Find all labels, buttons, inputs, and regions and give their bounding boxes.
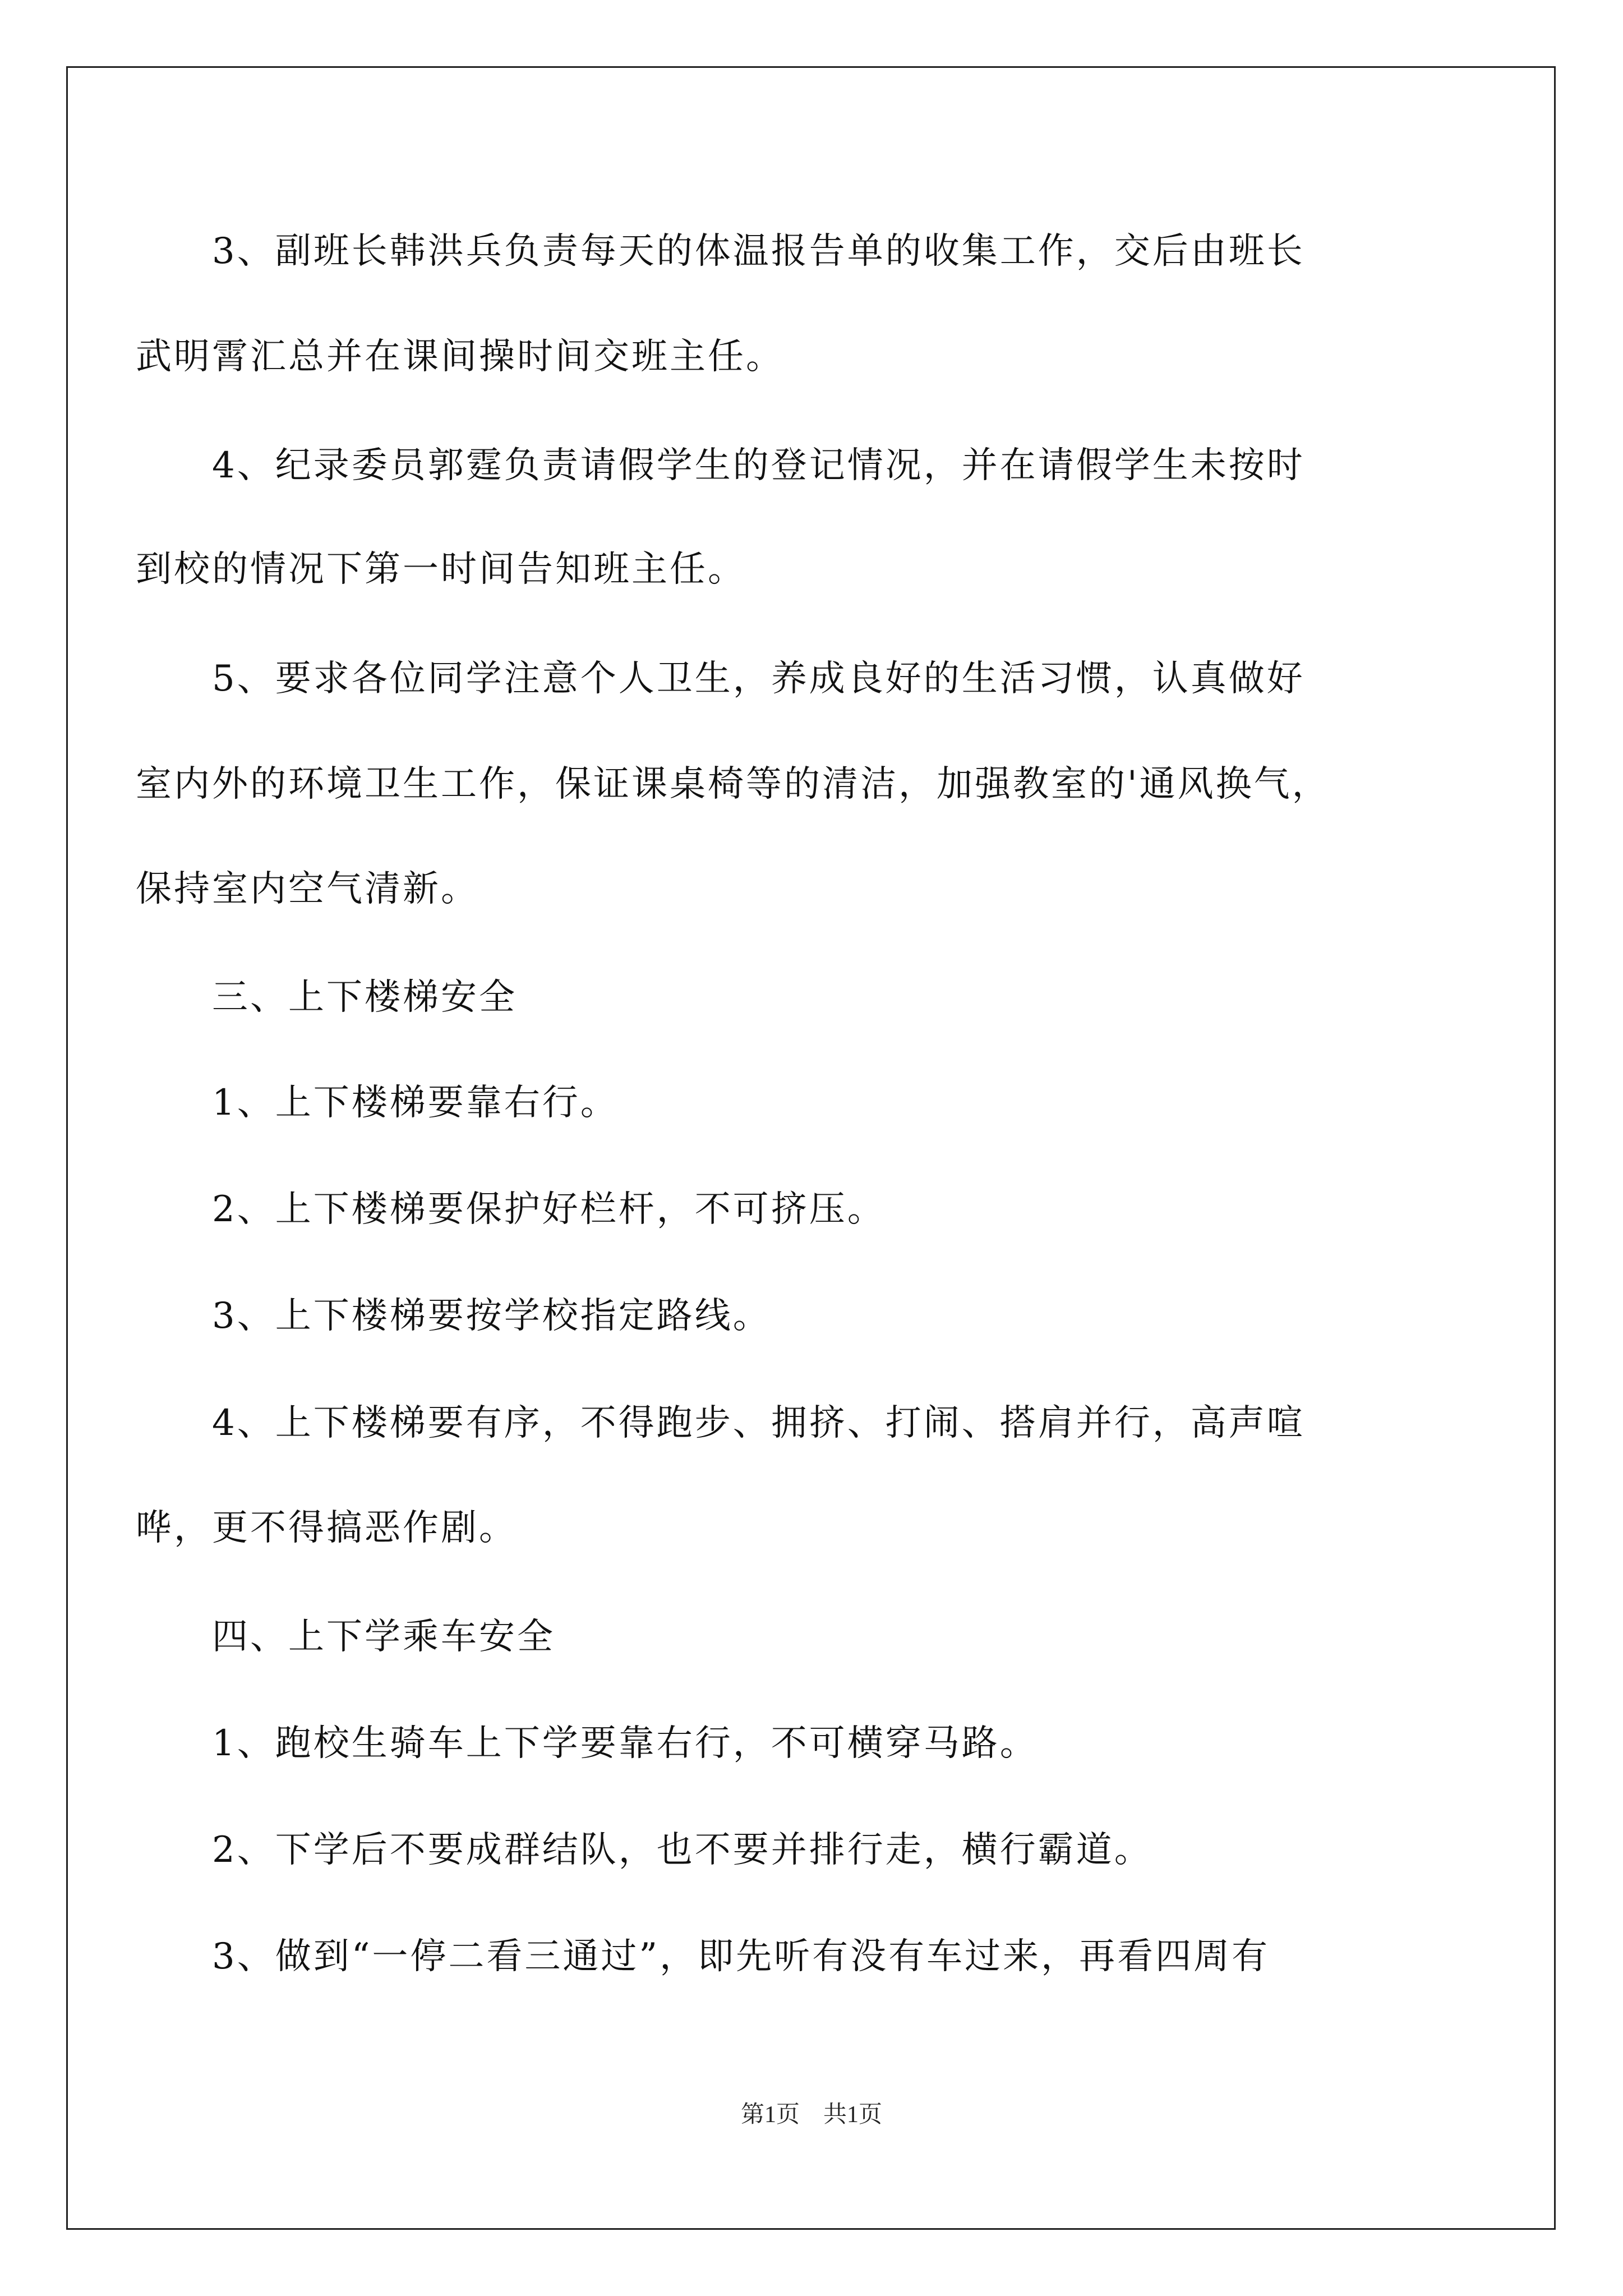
page-number-footer: 第1页 共1页 (740, 2102, 882, 2128)
text-line: 5、要求各位同学注意个人卫生，养成良好的生活习惯，认真做好 (136, 658, 1305, 700)
text-line: 2、上下楼梯要保护好栏杆，不可挤压。 (136, 1189, 886, 1230)
text-line: 保持室内空气清新。 (136, 868, 479, 910)
text-line: 1、上下楼梯要靠右行。 (136, 1082, 619, 1124)
text-line: 3、做到“一停二看三通过”，即先听有没有车过来，再看四周有 (136, 1936, 1270, 1977)
page-border (66, 66, 1556, 2230)
text-line: 哗，更不得搞恶作剧。 (136, 1507, 517, 1549)
text-line: 3、副班长韩洪兵负责每天的体温报告单的收集工作，交后由班长 (136, 231, 1305, 272)
text-line: 1、跑校生骑车上下学要靠右行，不可横穿马路。 (136, 1723, 1038, 1764)
text-line: 4、上下楼梯要有序，不得跑步、拥挤、打闹、搭肩并行，高声喧 (136, 1402, 1305, 1444)
text-line: 4、纪录委员郭霆负责请假学生的登记情况，并在请假学生未按时 (136, 445, 1305, 486)
text-line: 武明霄汇总并在课间操时间交班主任。 (136, 336, 784, 378)
text-line: 3、上下楼梯要按学校指定路线。 (136, 1295, 771, 1337)
text-line: 室内外的环境卫生工作，保证课桌椅等的清洁，加强教室的'通风换气， (136, 763, 1330, 805)
text-line: 2、下学后不要成群结队，也不要并排行走，横行霸道。 (136, 1829, 1152, 1871)
section-heading: 四、上下学乘车安全 (136, 1616, 555, 1658)
text-line: 到校的情况下第一时间告知班主任。 (136, 549, 746, 590)
section-heading: 三、上下楼梯安全 (136, 977, 517, 1018)
